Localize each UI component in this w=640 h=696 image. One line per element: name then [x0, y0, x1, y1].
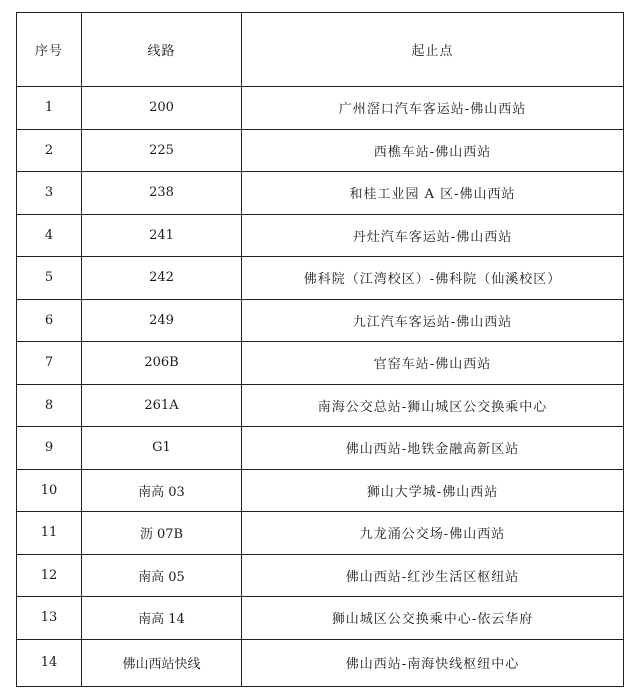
- cell-stops: 南海公交总站-狮山城区公交换乘中心: [242, 384, 624, 427]
- table-row: [17, 299, 624, 342]
- cell-no: 9: [17, 427, 82, 470]
- cell-line: 261A: [82, 384, 242, 427]
- cell-no: 11: [17, 512, 82, 555]
- cell-stops: 丹灶汽车客运站-佛山西站: [242, 214, 624, 257]
- cell-line: 249: [82, 299, 242, 342]
- header-row: [17, 13, 624, 87]
- cell-line: G1: [82, 427, 242, 470]
- cell-line: 238: [82, 172, 242, 215]
- cell-no: 10: [17, 469, 82, 512]
- cell-stops: 狮山大学城-佛山西站: [242, 469, 624, 512]
- cell-line: 241: [82, 214, 242, 257]
- table-row: [17, 384, 624, 427]
- cell-stops: 佛山西站-地铁金融高新区站: [242, 427, 624, 470]
- cell-stops: 佛山西站-红沙生活区枢纽站: [242, 554, 624, 597]
- bus-route-table: [16, 12, 624, 687]
- table-row: [17, 257, 624, 300]
- cell-no: 6: [17, 299, 82, 342]
- cell-no: 2: [17, 129, 82, 172]
- cell-stops: 佛山西站-南海快线枢纽中心: [242, 639, 624, 686]
- cell-no: 8: [17, 384, 82, 427]
- header-stops: 起止点: [242, 13, 624, 87]
- cell-line: 南高 03: [82, 469, 242, 512]
- cell-line: 200: [82, 87, 242, 130]
- table-row: [17, 427, 624, 470]
- table-row: [17, 469, 624, 512]
- cell-line: 242: [82, 257, 242, 300]
- cell-line: 南高 05: [82, 554, 242, 597]
- cell-no: 14: [17, 639, 82, 686]
- header-line: 线路: [82, 13, 242, 87]
- table-row: [17, 512, 624, 555]
- cell-no: 3: [17, 172, 82, 215]
- table-row: [17, 597, 624, 640]
- table-row: [17, 639, 624, 686]
- cell-line: 南高 14: [82, 597, 242, 640]
- cell-line: 沥 07B: [82, 512, 242, 555]
- table-row: [17, 172, 624, 215]
- cell-no: 5: [17, 257, 82, 300]
- table-row: [17, 342, 624, 385]
- table-row: [17, 87, 624, 130]
- cell-stops: 狮山城区公交换乘中心-依云华府: [242, 597, 624, 640]
- cell-line: 佛山西站快线: [82, 639, 242, 686]
- cell-no: 1: [17, 87, 82, 130]
- cell-no: 13: [17, 597, 82, 640]
- cell-line: 206B: [82, 342, 242, 385]
- table-row: [17, 129, 624, 172]
- cell-stops: 西樵车站-佛山西站: [242, 129, 624, 172]
- table-body: [17, 87, 624, 687]
- cell-stops: 官窑车站-佛山西站: [242, 342, 624, 385]
- table-row: [17, 214, 624, 257]
- cell-stops: 九龙涌公交场-佛山西站: [242, 512, 624, 555]
- cell-no: 4: [17, 214, 82, 257]
- header-no: 序号: [17, 13, 82, 87]
- cell-no: 12: [17, 554, 82, 597]
- cell-stops: 广州滘口汽车客运站-佛山西站: [242, 87, 624, 130]
- table-header: [17, 13, 624, 87]
- cell-stops: 九江汽车客运站-佛山西站: [242, 299, 624, 342]
- cell-stops: 佛科院（江湾校区）-佛科院（仙溪校区）: [242, 257, 624, 300]
- cell-stops: 和桂工业园 A 区-佛山西站: [242, 172, 624, 215]
- cell-no: 7: [17, 342, 82, 385]
- cell-line: 225: [82, 129, 242, 172]
- table-row: [17, 554, 624, 597]
